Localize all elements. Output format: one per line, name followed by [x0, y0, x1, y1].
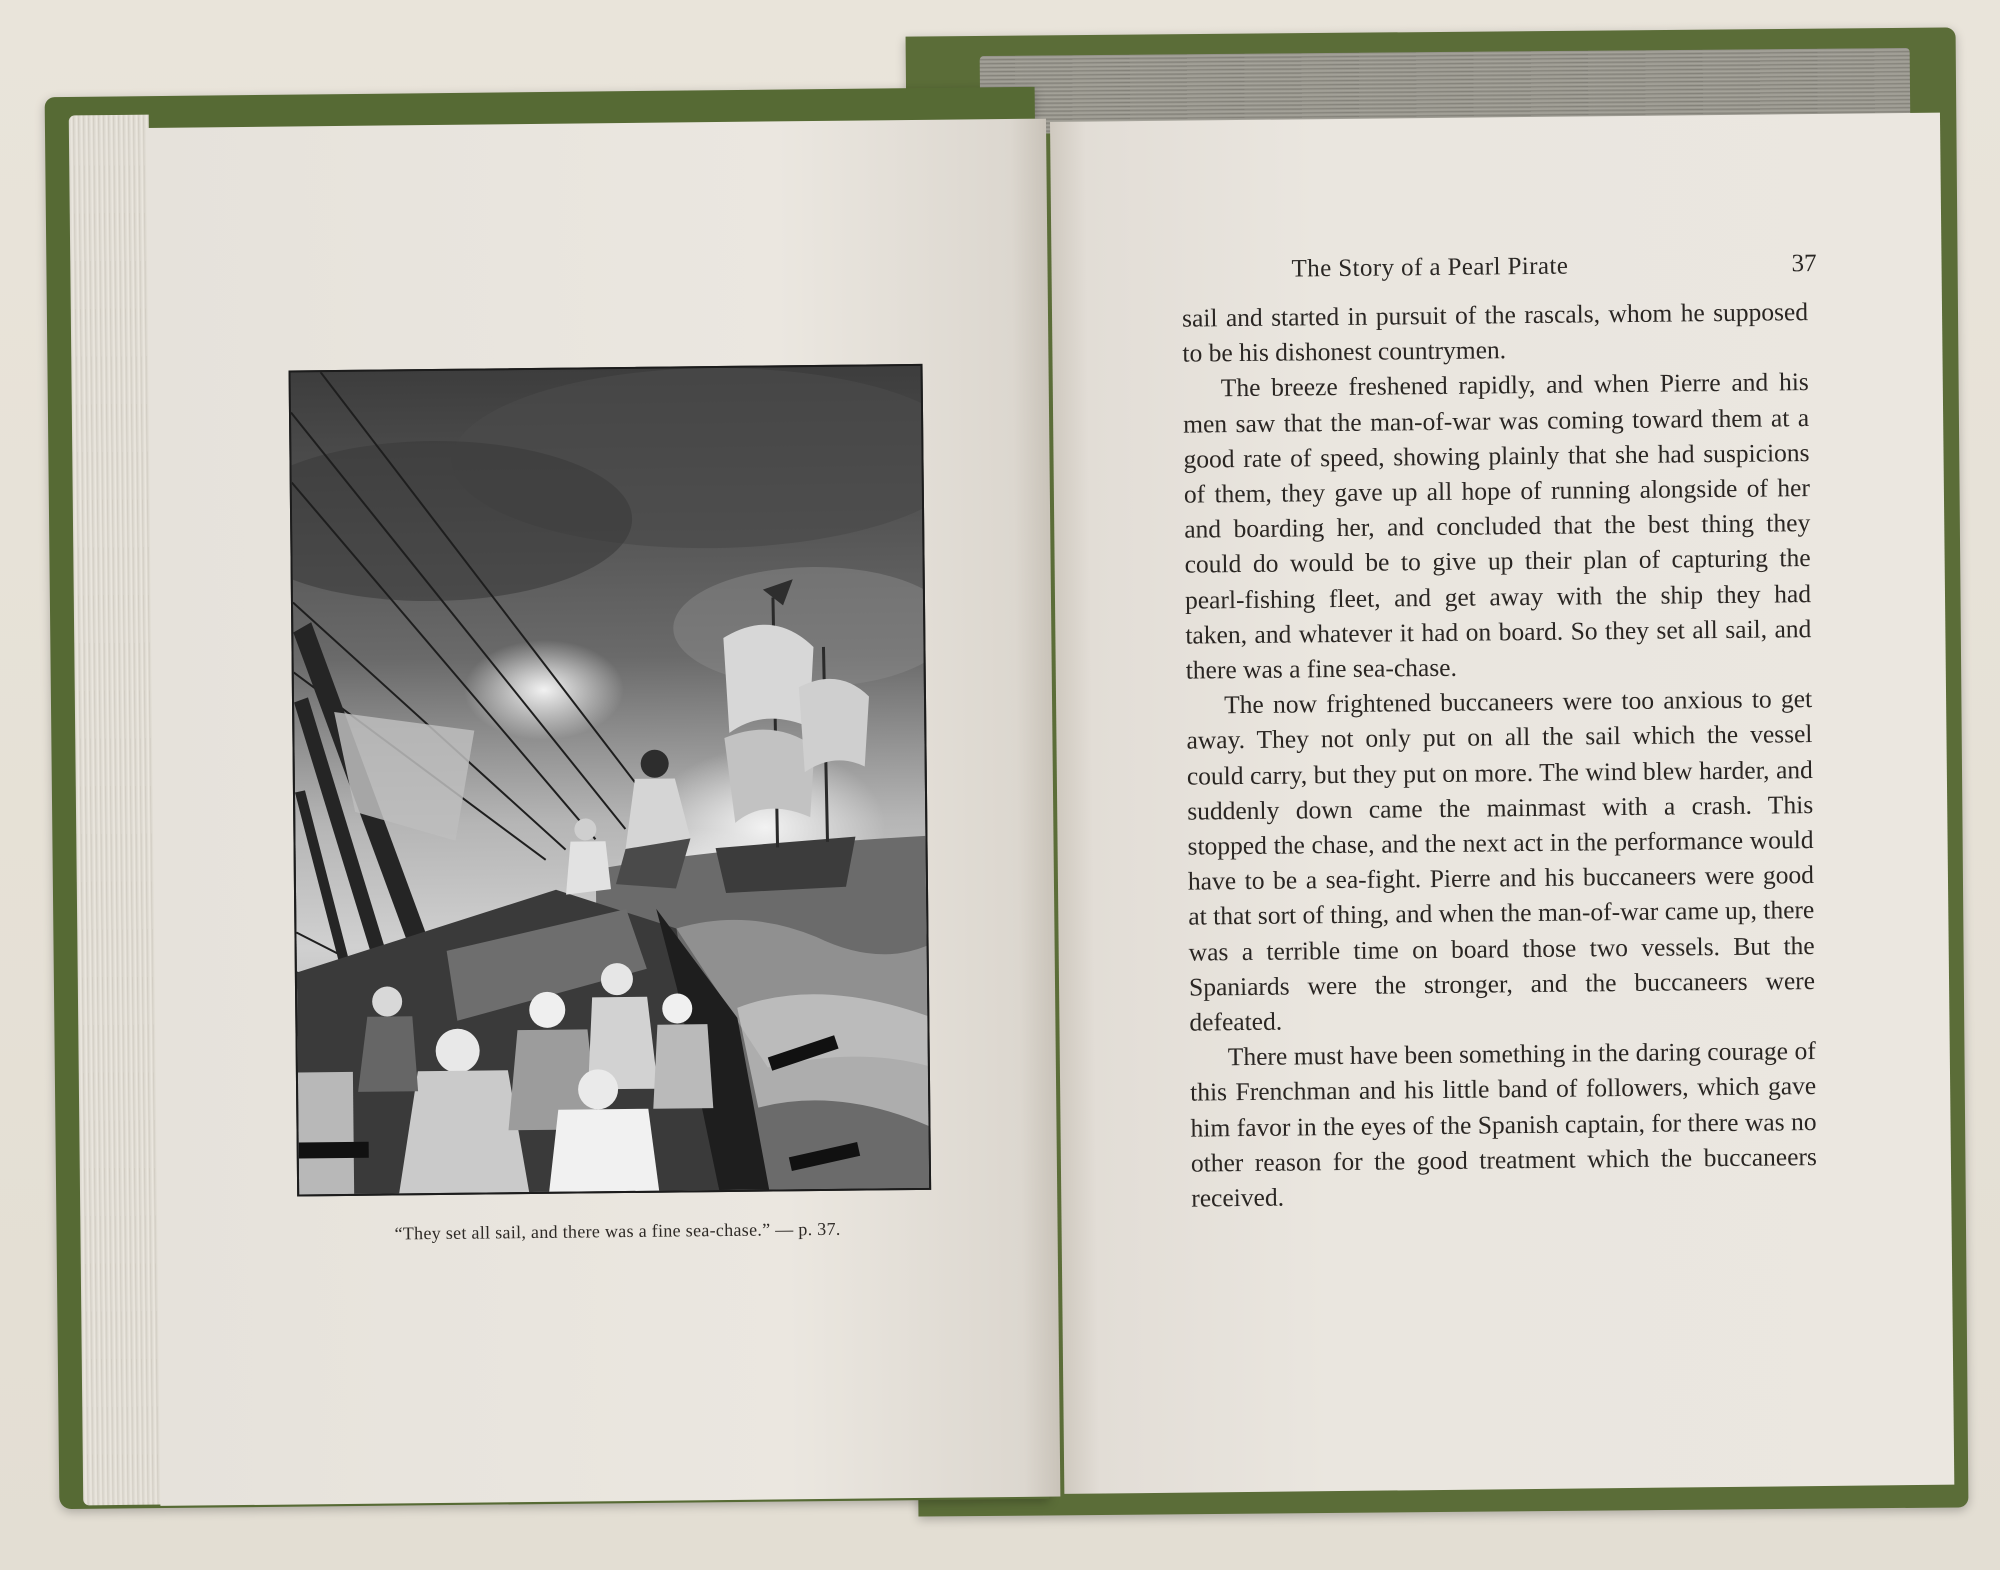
- running-header: [1051, 249, 1911, 294]
- paragraph: The breeze freshened rapidly, and when Pierre and his men saw that the man-of-war was coming toward them at a good rate of speed, showing plainly that she had suspicions of them, they gave up all hope of running alongside of her and boarding her, and concluded that the best thing they could do would be to give up their plan of capturing the pearl-fishing fleet, and get away with the ship they had taken, and whatever it had on board. So they set all sail, and there was a fine sea-chase.: [1183, 367, 1812, 685]
- paragraph: There must have been something in the daring courage of this Frenchman and his little band of followers, which gave him favor in the eyes of the Spanish captain, for there was no other reason for the good treatment which the buccaneers received.: [1190, 1036, 1818, 1213]
- left-page: [146, 119, 1060, 1506]
- right-page: [1050, 113, 1954, 1494]
- running-head-title: The Story of a Pearl Pirate: [1291, 252, 1569, 283]
- body-text: [1182, 294, 1818, 1216]
- paragraph: The now frightened buccaneers were too anxious to get away. They not only put on all the sail which the vessel could carry, but they put on more. The wind blew harder, and suddenly down came the mainmast with a crash. This stopped the chase, and the next act in the performance would have to be a sea-fight. Pierre and his buccaneers were good at that sort of thing, and when the man-of-war came up, there was a terrible time on board those two vessels. But the Spaniards were the stronger, and the buccaneers were defeated.: [1186, 684, 1816, 1037]
- paragraph: sail and started in pursuit of the rascals, whom he supposed to be his dishonest countrymen.: [1181, 297, 1809, 368]
- illustration-plate: [289, 364, 932, 1197]
- page-number: 37: [1791, 249, 1817, 278]
- illustration-caption: “They set all sail, and there was a fine sea-chase.” — p. 37.: [394, 1218, 841, 1244]
- sea-chase-illustration: [291, 366, 930, 1195]
